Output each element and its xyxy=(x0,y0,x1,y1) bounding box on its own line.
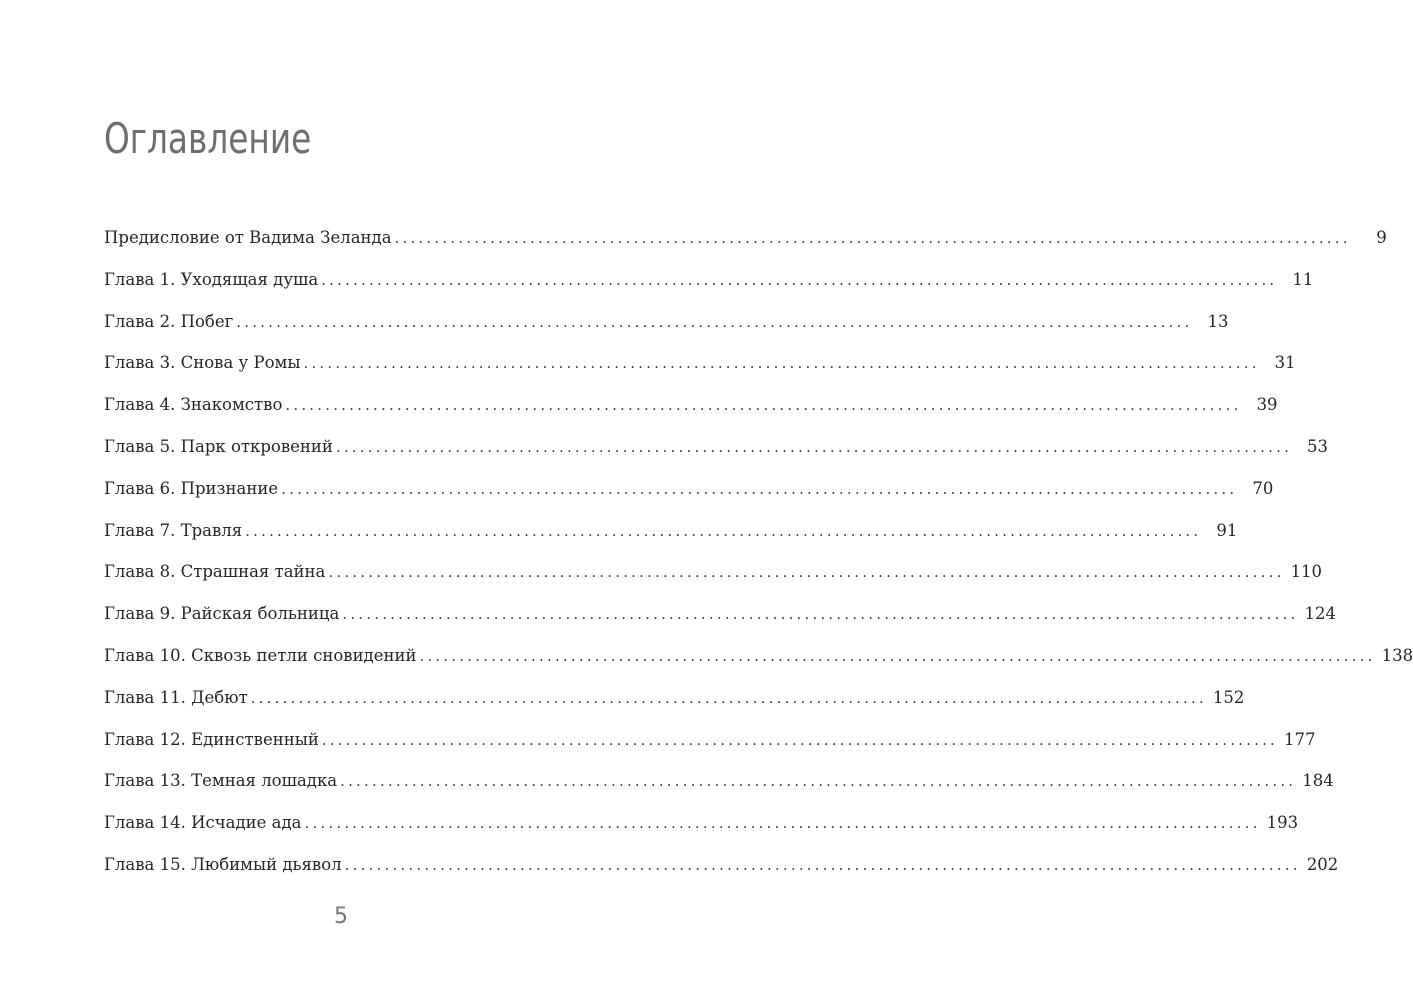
toc-entry-page: 13 xyxy=(1207,311,1229,331)
toc-entry-label: Глава 6. Признание xyxy=(104,478,279,498)
toc-entry-page: 9 xyxy=(1376,228,1387,247)
toc-entry[interactable] xyxy=(104,269,1314,312)
dot-leader: ........................................................................................................................ xyxy=(304,814,1261,833)
toc-entry-label: Глава 5. Парк откровений xyxy=(104,436,333,456)
toc-entry[interactable] xyxy=(104,311,1229,354)
toc-entry-page: 70 xyxy=(1252,478,1274,498)
toc-entry[interactable] xyxy=(104,395,1278,437)
toc-entry-label: Глава 14. Исчадие ада xyxy=(104,813,302,833)
toc-entry-page: 138 xyxy=(1381,645,1413,665)
dot-leader: ........................................................................................................................ xyxy=(245,521,1202,540)
toc-entry-label: Предисловие от Вадима Зеланда xyxy=(104,228,392,247)
toc-entry-page: 39 xyxy=(1256,395,1278,415)
page-title: Оглавление xyxy=(104,114,312,163)
toc-entry-page: 91 xyxy=(1216,520,1238,540)
dot-leader: ........................................................................................................................ xyxy=(281,479,1238,498)
toc-entry[interactable] xyxy=(104,353,1296,395)
toc-entry[interactable] xyxy=(104,520,1238,563)
toc-entry[interactable] xyxy=(104,687,1245,730)
dot-leader: ........................................................................................................................ xyxy=(321,730,1279,749)
toc-entry-label: Глава 7. Травля xyxy=(104,520,243,540)
toc-entry-label: Глава 3. Снова у Ромы xyxy=(104,353,301,373)
toc-entry-label: Глава 11. Дебют xyxy=(104,687,248,707)
dot-leader: ........................................................................................................................ xyxy=(419,646,1376,665)
dot-leader: ........................................................................................................................ xyxy=(321,270,1278,289)
toc-entry-page: 124 xyxy=(1304,604,1337,624)
toc-entry[interactable] xyxy=(104,604,1337,646)
toc-entry-label: Глава 4. Знакомство xyxy=(104,395,283,415)
toc-entry[interactable] xyxy=(104,854,1339,897)
dot-leader: ........................................................................................................................ xyxy=(344,855,1301,874)
toc-entry-page: 177 xyxy=(1284,729,1316,749)
toc-entry[interactable] xyxy=(104,645,1413,688)
dot-leader: ........................................................................................................................ xyxy=(342,605,1299,624)
dot-leader: ........................................................................................................................ xyxy=(236,312,1193,331)
toc-entry-page: 184 xyxy=(1302,771,1334,791)
toc-entry-label: Глава 15. Любимый дьявол xyxy=(104,854,342,874)
toc-entry[interactable] xyxy=(104,729,1316,772)
dot-leader: ........................................................................................................................ xyxy=(340,772,1297,791)
toc-entry[interactable] xyxy=(104,436,1329,479)
dot-leader: ........................................................................................................................ xyxy=(335,437,1293,456)
dot-leader: ........................................................................................................................ xyxy=(250,688,1207,707)
toc-entry-page: 152 xyxy=(1212,687,1245,707)
toc-entry-label: Глава 13. Темная лошадка xyxy=(104,771,338,791)
toc-entry-label: Глава 8. Страшная тайна xyxy=(104,562,326,582)
dot-leader: ........................................................................................................................ xyxy=(285,396,1242,415)
toc-entry[interactable] xyxy=(104,478,1274,521)
toc-entry-page: 193 xyxy=(1266,813,1299,833)
toc-entry[interactable] xyxy=(104,562,1323,604)
toc-entry-label: Глава 10. Сквозь петли сновидений xyxy=(104,645,417,665)
toc-entry-label: Глава 9. Райская больница xyxy=(104,604,340,624)
dot-leader: ........................................................................................................................ xyxy=(303,354,1260,373)
page-number: 5 xyxy=(334,904,348,929)
toc-entry-page: 110 xyxy=(1290,562,1323,582)
toc-entry-label: Глава 2. Побег xyxy=(104,311,234,331)
table-of-contents xyxy=(104,228,1413,897)
toc-entry-page: 31 xyxy=(1274,353,1296,373)
dot-leader: ........................................................................................................................ xyxy=(328,563,1285,582)
toc-entry-label: Глава 12. Единственный xyxy=(104,729,319,749)
toc-entry-label: Глава 1. Уходящая душа xyxy=(104,269,319,289)
toc-entry-page: 53 xyxy=(1307,436,1329,456)
dot-leader: ........................................................................................................................ xyxy=(394,229,1351,247)
toc-entry-page: 11 xyxy=(1292,269,1314,289)
toc-entry-page: 202 xyxy=(1306,854,1339,874)
toc-entry[interactable] xyxy=(104,771,1334,813)
toc-entry[interactable] xyxy=(104,813,1299,855)
toc-entry[interactable] xyxy=(104,228,1387,270)
